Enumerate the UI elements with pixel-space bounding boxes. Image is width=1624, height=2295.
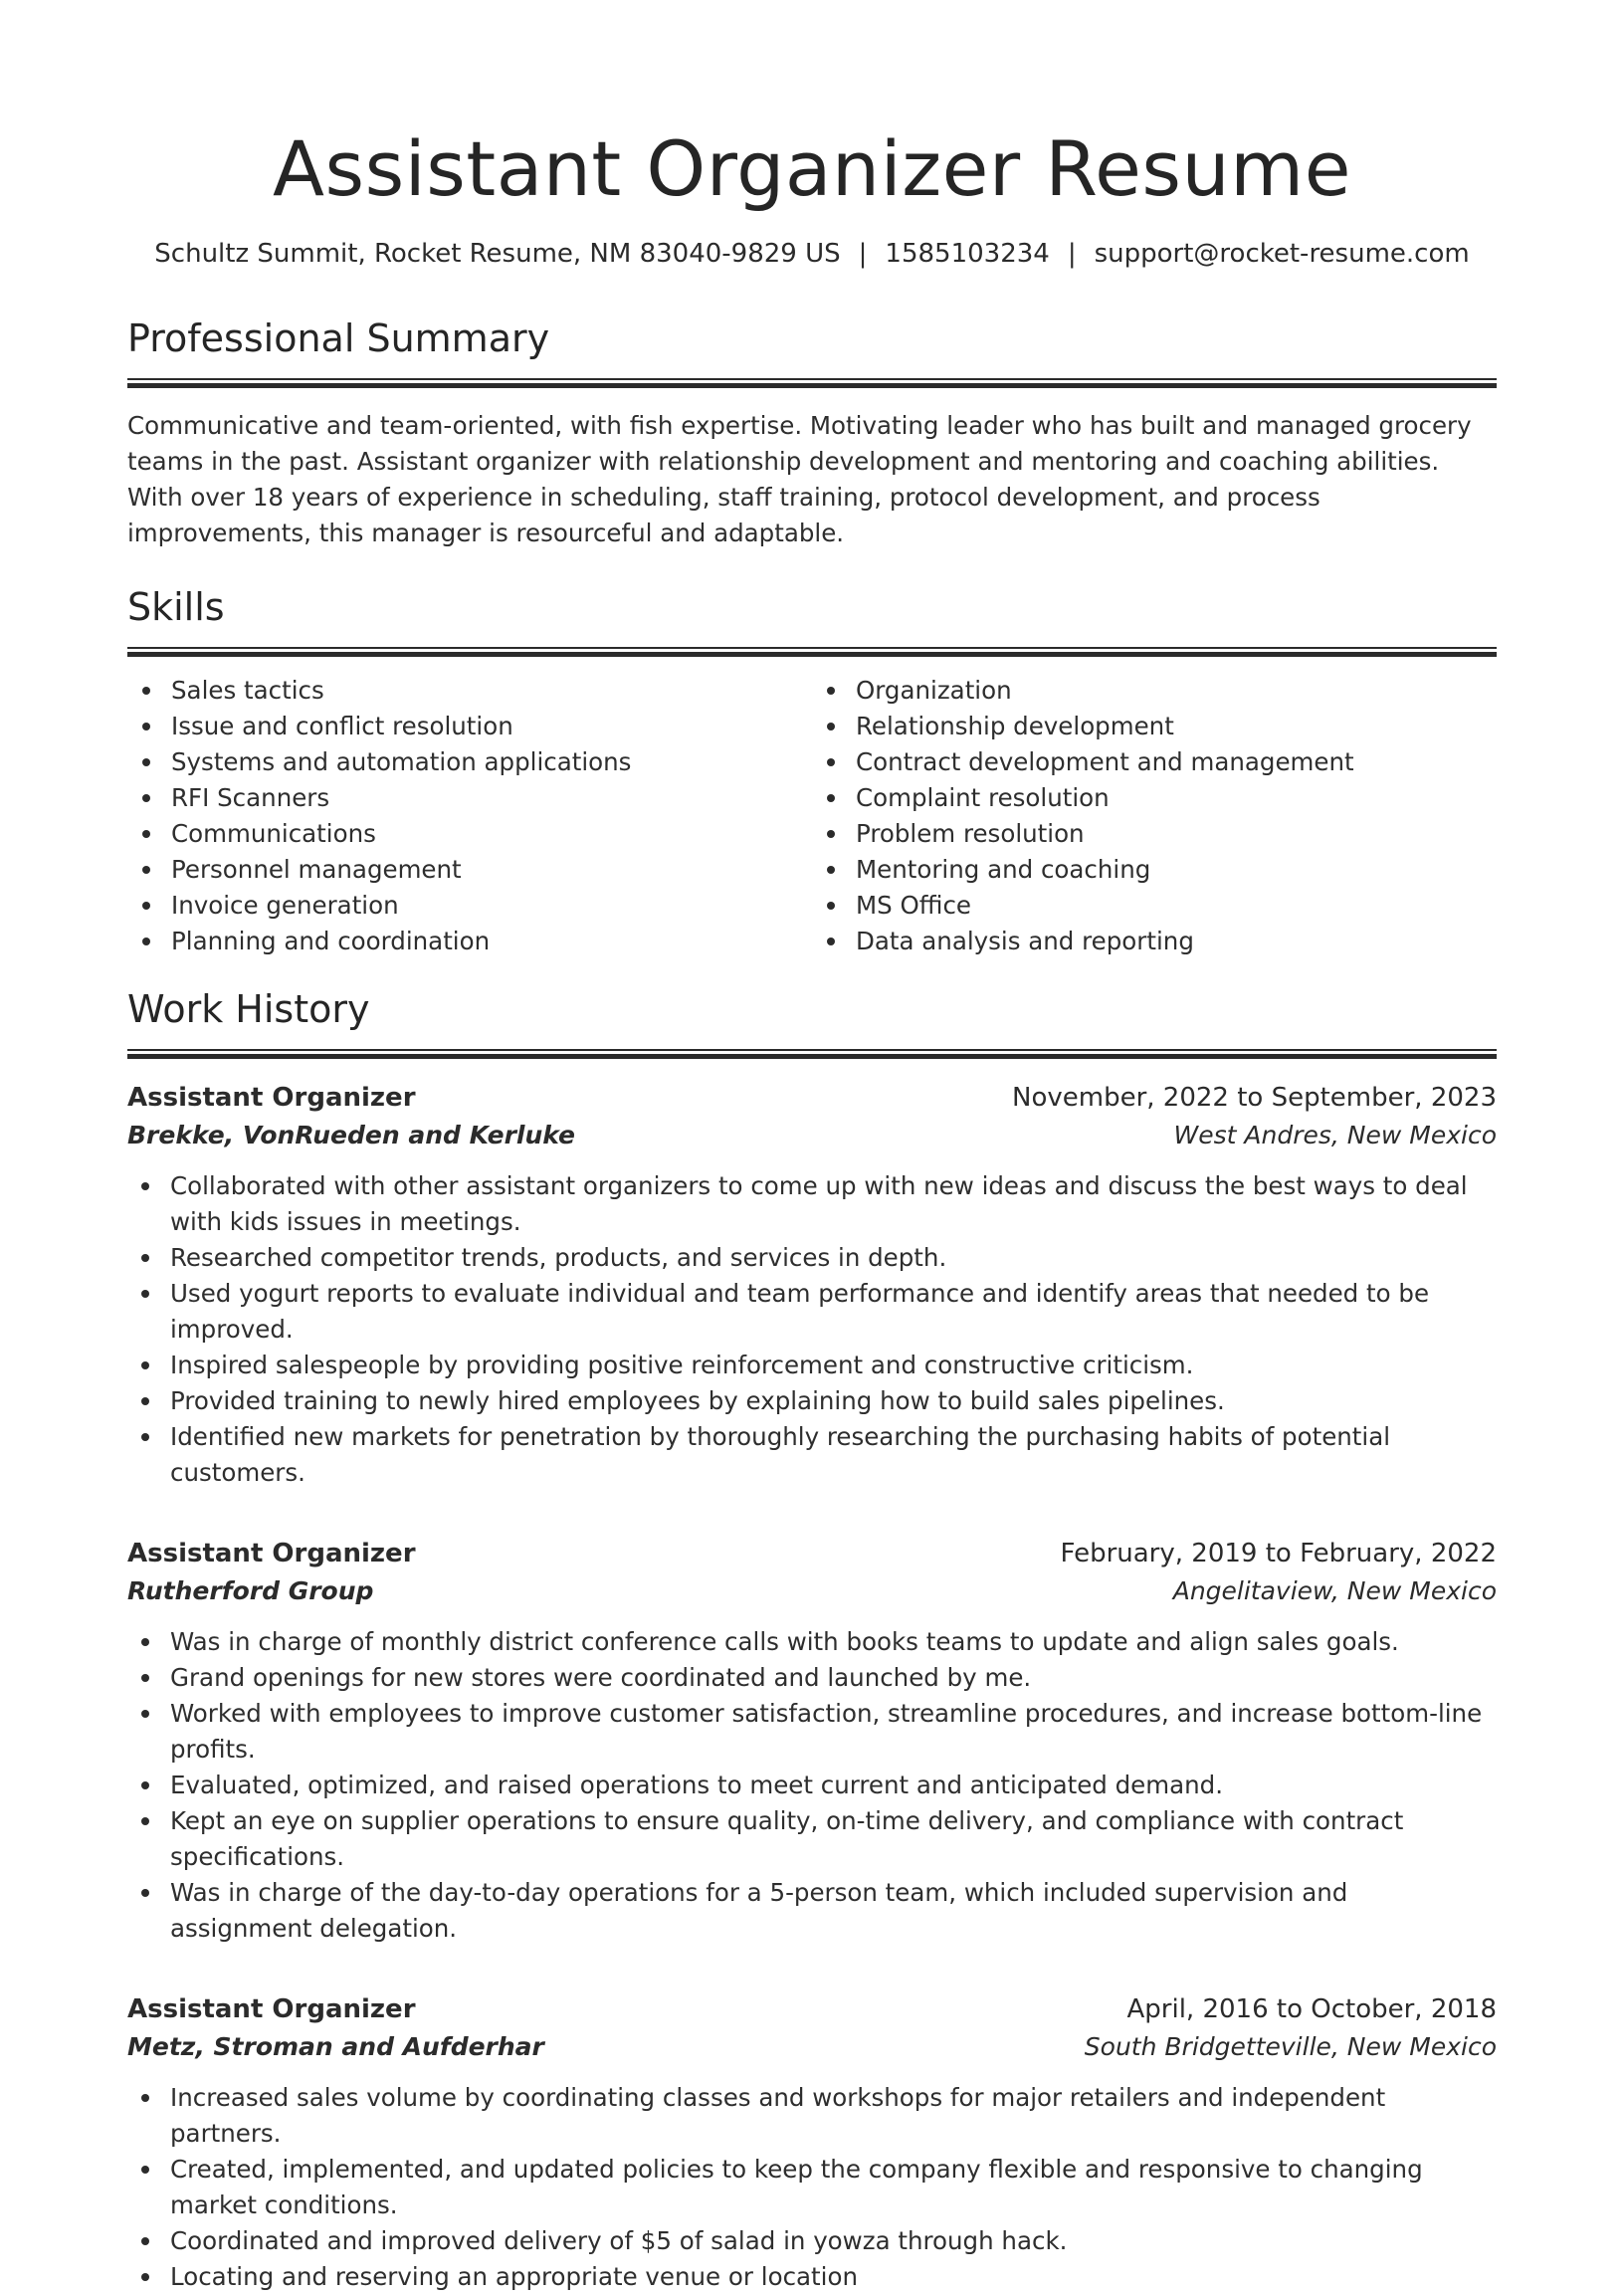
section-divider <box>127 1049 1497 1059</box>
job-header-row <box>127 1535 1497 1572</box>
job-bullet: Locating and reserving an appropriate venue or location <box>170 2259 1497 2295</box>
skill-item: Relationship development <box>856 709 1497 744</box>
section-heading-work-history: Work History <box>127 987 370 1031</box>
job-bullet: Researched competitor trends, products, and services in depth. <box>170 1240 1497 1276</box>
resume-title: Assistant Organizer Resume <box>273 124 1351 213</box>
job-bullet: Increased sales volume by coordinating classes and workshops for major retailers and independent partners. <box>170 2080 1497 2152</box>
job-title: Assistant Organizer <box>127 1083 416 1113</box>
job-company: Brekke, VonRueden and Kerluke <box>127 1121 575 1149</box>
job-company-row <box>127 2028 1497 2066</box>
job-header-row <box>127 1079 1497 1117</box>
skill-item: Data analysis and reporting <box>856 924 1497 959</box>
job-bullet: Kept an eye on supplier operations to ensure quality, on-time delivery, and compliance with contract specifications. <box>170 1803 1497 1875</box>
job-bullet: Grand openings for new stores were coordinated and launched by me. <box>170 1660 1497 1696</box>
job-bullet: Identified new markets for penetration by thoroughly researching the purchasing habits of potential customers. <box>170 1419 1497 1491</box>
section-divider <box>127 647 1497 657</box>
skill-item: Planning and coordination <box>171 924 812 959</box>
skill-item: Sales tactics <box>171 673 812 709</box>
job-company-row <box>127 1572 1497 1610</box>
job-header-row <box>127 1990 1497 2028</box>
job-bullet: Provided training to newly hired employees by explaining how to build sales pipelines. <box>170 1383 1497 1419</box>
job-bullet: Created, implemented, and updated policies to keep the company flexible and responsive to changing market conditions. <box>170 2152 1497 2223</box>
job-dates: November, 2022 to September, 2023 <box>1012 1083 1497 1113</box>
section-heading-summary: Professional Summary <box>127 316 550 360</box>
skill-item: Personnel management <box>171 852 812 888</box>
job-location: Angelitaview, New Mexico <box>1172 1576 1497 1605</box>
job-bullet-list <box>127 1168 1497 1491</box>
contact-line <box>127 237 1497 271</box>
job-bullet: Used yogurt reports to evaluate individual and team performance and identify areas that needed to be improved. <box>170 1276 1497 1348</box>
contact-separator: | <box>1067 239 1077 269</box>
job-title: Assistant Organizer <box>127 1994 416 2024</box>
skill-item: Issue and conflict resolution <box>171 709 812 744</box>
contact-email: support@rocket-resume.com <box>1094 239 1470 269</box>
skills-columns <box>127 673 1497 959</box>
skill-item: MS Office <box>856 888 1497 924</box>
job-location: South Bridgetteville, New Mexico <box>1084 2032 1497 2061</box>
skill-item: Contract development and management <box>856 744 1497 780</box>
skills-section <box>127 583 1497 959</box>
skill-item: Complaint resolution <box>856 780 1497 816</box>
job-company: Metz, Stroman and Aufderhar <box>127 2032 544 2061</box>
contact-separator: | <box>858 239 868 269</box>
job-bullet-list <box>127 1624 1497 1947</box>
job-bullet: Worked with employees to improve customer satisfaction, streamline procedures, and increase bottom-line profits. <box>170 1696 1497 1768</box>
job-title: Assistant Organizer <box>127 1539 416 1568</box>
contact-phone: 1585103234 <box>885 239 1050 269</box>
skill-item: Systems and automation applications <box>171 744 812 780</box>
section-divider <box>127 378 1497 388</box>
job-entry <box>127 1079 1497 1491</box>
job-dates: April, 2016 to October, 2018 <box>1126 1994 1497 2024</box>
job-dates: February, 2019 to February, 2022 <box>1060 1539 1497 1568</box>
job-bullet-list <box>127 2080 1497 2295</box>
job-location: West Andres, New Mexico <box>1173 1121 1497 1149</box>
job-bullet: Was in charge of the day-to-day operations for a 5-person team, which included supervision and assignment delegation. <box>170 1875 1497 1947</box>
job-bullet: Inspired salespeople by providing positive reinforcement and constructive criticism. <box>170 1348 1497 1383</box>
job-entry <box>127 1990 1497 2295</box>
job-entry <box>127 1535 1497 1947</box>
summary-text: Communicative and team-oriented, with fish expertise. Motivating leader who has built and managed grocery teams in the past. Assistant organizer with relationship development and mentoring and coaching abilities. With over 18 years of experience in scheduling, staff training, protocol development, and process improvements, this manager is resourceful and adaptable. <box>127 411 1472 547</box>
job-bullet: Evaluated, optimized, and raised operations to meet current and anticipated demand. <box>170 1768 1497 1803</box>
work-history-section <box>127 985 1497 2295</box>
skill-item: Problem resolution <box>856 816 1497 852</box>
skills-list-right <box>812 673 1497 959</box>
job-bullet: Coordinated and improved delivery of $5 of salad in yowza through hack. <box>170 2223 1497 2259</box>
skill-item: Mentoring and coaching <box>856 852 1497 888</box>
job-bullet: Was in charge of monthly district conference calls with books teams to update and align sales goals. <box>170 1624 1497 1660</box>
job-company: Rutherford Group <box>127 1576 374 1605</box>
skill-item: RFI Scanners <box>171 780 812 816</box>
section-heading-skills: Skills <box>127 585 225 629</box>
job-bullet: Collaborated with other assistant organizers to come up with new ideas and discuss the best ways to deal with kids issues in meetings. <box>170 1168 1497 1240</box>
skills-list-left <box>127 673 812 959</box>
skill-item: Communications <box>171 816 812 852</box>
skill-item: Organization <box>856 673 1497 709</box>
professional-summary-section <box>127 314 1497 551</box>
skill-item: Invoice generation <box>171 888 812 924</box>
contact-address: Schultz Summit, Rocket Resume, NM 83040-9829 US <box>154 239 841 269</box>
job-company-row <box>127 1117 1497 1154</box>
